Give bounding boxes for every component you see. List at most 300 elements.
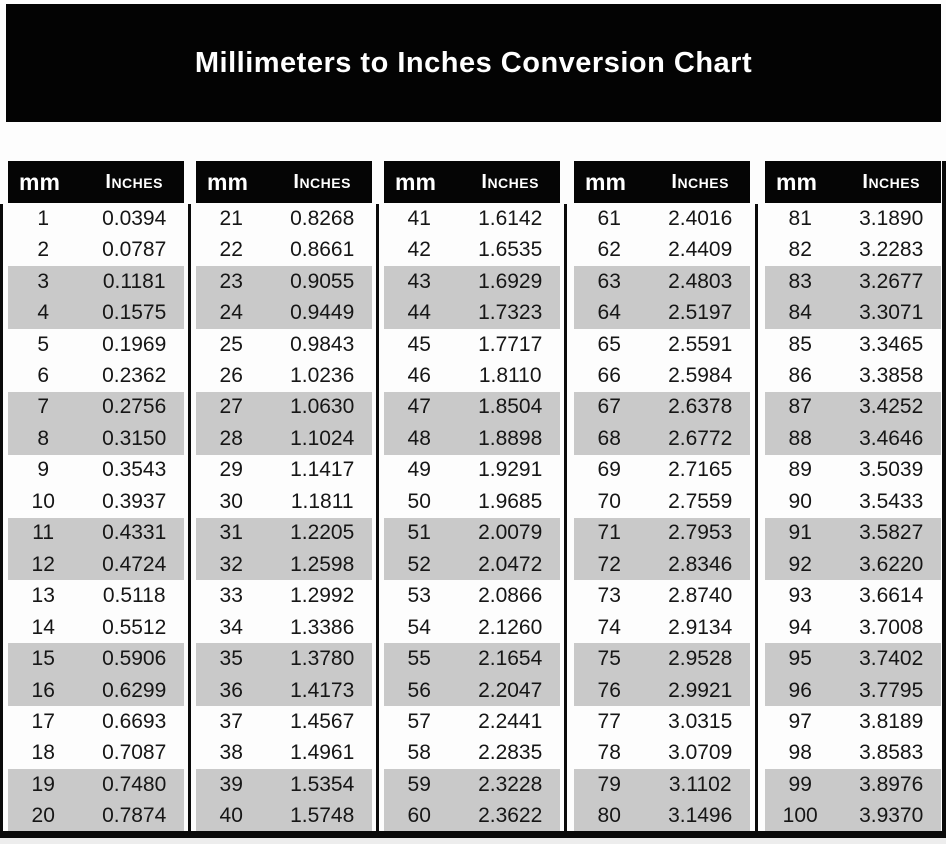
- inches-value: 3.6220: [859, 552, 924, 576]
- mm-column-header: mm: [776, 168, 817, 195]
- mm-value: 63: [597, 269, 621, 293]
- inches-value: 2.3228: [478, 772, 543, 796]
- inches-value: 0.9843: [290, 332, 355, 356]
- table-body: [765, 203, 941, 832]
- table-row: [384, 580, 560, 611]
- mm-value: 42: [407, 238, 431, 262]
- inches-value: 3.1496: [668, 804, 733, 828]
- table-row: [196, 612, 372, 643]
- table-row: [384, 234, 560, 265]
- mm-value: 55: [407, 647, 431, 671]
- table-row: [196, 423, 372, 454]
- table-row: [196, 297, 372, 328]
- table-row: [384, 675, 560, 706]
- table-row: [8, 392, 184, 423]
- table-row: [574, 455, 750, 486]
- mm-value: 86: [788, 363, 812, 387]
- inches-value: 3.2677: [859, 269, 924, 293]
- table-row: [8, 612, 184, 643]
- table-row: [765, 203, 941, 234]
- table-row: [574, 706, 750, 737]
- table-row: [196, 392, 372, 423]
- table-row: [384, 203, 560, 234]
- table-row: [574, 360, 750, 391]
- inches-value: 3.1102: [668, 772, 732, 796]
- inches-value: 3.8976: [859, 772, 924, 796]
- inches-value: 2.4803: [668, 269, 733, 293]
- inches-value: 2.0472: [478, 552, 543, 576]
- table-row: [8, 423, 184, 454]
- mm-value: 36: [219, 678, 243, 702]
- inches-value: 0.8661: [290, 238, 355, 262]
- inches-value: 0.6693: [102, 709, 167, 733]
- table-row: [196, 486, 372, 517]
- mm-value: 11: [32, 521, 55, 545]
- inches-value: 0.2756: [102, 395, 167, 419]
- mm-value: 73: [597, 584, 621, 608]
- inches-value: 1.2205: [290, 521, 355, 545]
- inches-value: 3.2283: [859, 238, 924, 262]
- mm-value: 64: [597, 301, 621, 325]
- inches-value: 0.5118: [102, 584, 166, 608]
- inches-value: 0.1969: [102, 332, 167, 356]
- mm-value: 70: [597, 489, 621, 513]
- mm-value: 39: [219, 772, 243, 796]
- table-row: [196, 801, 372, 832]
- table-row: [574, 580, 750, 611]
- inches-value: 0.0787: [102, 238, 167, 262]
- inches-value: 2.3622: [478, 804, 543, 828]
- bottom-margin: [0, 838, 946, 844]
- table-row: [574, 486, 750, 517]
- mm-value: 51: [407, 521, 431, 545]
- mm-value: 75: [597, 647, 621, 671]
- mm-value: 24: [219, 301, 243, 325]
- mm-value: 41: [407, 206, 431, 230]
- table-row: [384, 801, 560, 832]
- mm-value: 26: [219, 363, 243, 387]
- inches-value: 1.4567: [290, 709, 355, 733]
- table-separator-4: [755, 204, 758, 831]
- inches-value: 3.0709: [668, 741, 733, 765]
- table-border-left: [0, 204, 3, 831]
- inches-value: 1.0630: [290, 395, 355, 419]
- mm-value: 53: [407, 584, 431, 608]
- inches-value: 2.8740: [668, 584, 733, 608]
- table-row: [196, 706, 372, 737]
- table-row: [574, 266, 750, 297]
- table-row: [574, 423, 750, 454]
- inches-value: 1.8110: [478, 363, 542, 387]
- mm-value: 33: [219, 584, 243, 608]
- table-row: [765, 612, 941, 643]
- conversion-table-2: [196, 161, 372, 832]
- inches-value: 0.5906: [102, 647, 167, 671]
- mm-value: 14: [31, 615, 55, 639]
- mm-value: 76: [597, 678, 621, 702]
- inches-value: 1.7323: [478, 301, 543, 325]
- inches-value: 3.9370: [859, 804, 924, 828]
- mm-value: 88: [788, 426, 812, 450]
- table-row: [8, 455, 184, 486]
- mm-value: 13: [31, 584, 55, 608]
- mm-value: 47: [407, 395, 431, 419]
- table-row: [8, 486, 184, 517]
- mm-value: 96: [788, 678, 812, 702]
- table-row: [765, 486, 941, 517]
- inches-value: 1.1811: [290, 489, 354, 513]
- inches-value: 1.2992: [290, 584, 355, 608]
- inches-value: 2.4409: [668, 238, 733, 262]
- inches-value: 2.7559: [668, 489, 733, 513]
- mm-value: 8: [37, 426, 50, 450]
- inches-value: 1.8898: [478, 426, 543, 450]
- inches-column-header: Inches: [105, 170, 163, 193]
- table-row: [574, 297, 750, 328]
- mm-value: 5: [37, 332, 50, 356]
- table-row: [196, 455, 372, 486]
- table-row: [8, 518, 184, 549]
- inches-value: 1.6142: [478, 206, 543, 230]
- inches-value: 3.8583: [859, 741, 924, 765]
- table-row: [574, 549, 750, 580]
- mm-value: 18: [31, 741, 55, 765]
- table-row: [196, 360, 372, 391]
- inches-value: 1.9291: [478, 458, 543, 482]
- table-row: [765, 266, 941, 297]
- mm-value: 72: [597, 552, 621, 576]
- inches-value: 0.3937: [102, 489, 167, 513]
- inches-value: 3.8189: [859, 709, 924, 733]
- mm-value: 27: [219, 395, 243, 419]
- conversion-table-4: [574, 161, 750, 832]
- page-title: Millimeters to Inches Conversion Chart: [194, 46, 753, 79]
- table-row: [384, 518, 560, 549]
- inches-value: 3.7402: [859, 647, 924, 671]
- mm-value: 46: [407, 363, 431, 387]
- inches-value: 1.5354: [290, 772, 355, 796]
- inches-value: 0.5512: [102, 615, 167, 639]
- table-row: [574, 203, 750, 234]
- inches-value: 0.1181: [102, 269, 166, 293]
- mm-value: 19: [31, 772, 55, 796]
- table-separator-1: [188, 204, 191, 831]
- mm-value: 54: [407, 615, 431, 639]
- inches-column-header: Inches: [671, 170, 729, 193]
- mm-value: 71: [597, 521, 621, 545]
- inches-value: 3.4646: [859, 426, 924, 450]
- table-row: [8, 675, 184, 706]
- mm-value: 84: [788, 301, 812, 325]
- inches-value: 1.6535: [478, 238, 543, 262]
- table-row: [384, 769, 560, 800]
- table-header: [196, 161, 372, 203]
- table-header: [384, 161, 560, 203]
- table-border-right: [942, 161, 946, 831]
- table-header: [765, 161, 941, 203]
- table-row: [765, 549, 941, 580]
- inches-value: 1.6929: [478, 269, 543, 293]
- mm-value: 38: [219, 741, 243, 765]
- table-separator-3: [564, 204, 567, 831]
- inches-value: 0.7874: [102, 804, 167, 828]
- mm-value: 30: [219, 489, 243, 513]
- inches-value: 2.9921: [668, 678, 733, 702]
- title-banner: [6, 4, 941, 122]
- table-row: [196, 266, 372, 297]
- inches-value: 2.7165: [668, 458, 733, 482]
- conversion-table-3: [384, 161, 560, 832]
- table-body: [8, 203, 184, 832]
- mm-value: 16: [31, 678, 55, 702]
- mm-value: 56: [407, 678, 431, 702]
- mm-value: 67: [597, 395, 621, 419]
- inches-value: 3.5433: [859, 489, 924, 513]
- table-row: [384, 486, 560, 517]
- inches-value: 2.2047: [478, 678, 543, 702]
- table-row: [196, 549, 372, 580]
- mm-value: 79: [597, 772, 621, 796]
- inches-value: 3.3071: [859, 301, 924, 325]
- bottom-rule: [0, 831, 946, 838]
- mm-value: 59: [407, 772, 431, 796]
- mm-value: 37: [219, 709, 243, 733]
- table-row: [765, 455, 941, 486]
- mm-value: 77: [597, 709, 621, 733]
- table-row: [765, 769, 941, 800]
- inches-value: 0.4331: [102, 521, 167, 545]
- mm-column-header: mm: [207, 168, 248, 195]
- table-row: [384, 455, 560, 486]
- table-row: [765, 580, 941, 611]
- table-row: [8, 203, 184, 234]
- table-row: [8, 801, 184, 832]
- mm-column-header: mm: [395, 168, 436, 195]
- inches-value: 2.9134: [668, 615, 733, 639]
- table-row: [384, 643, 560, 674]
- inches-value: 3.5827: [859, 521, 924, 545]
- mm-value: 78: [597, 741, 621, 765]
- inches-value: 1.1417: [290, 458, 355, 482]
- inches-value: 3.5039: [859, 458, 924, 482]
- inches-value: 0.9055: [290, 269, 355, 293]
- mm-value: 52: [407, 552, 431, 576]
- inches-value: 0.6299: [102, 678, 167, 702]
- inches-value: 2.7953: [668, 521, 733, 545]
- table-separator-2: [376, 204, 379, 831]
- mm-value: 2: [37, 238, 50, 262]
- table-row: [196, 738, 372, 769]
- inches-value: 1.1024: [290, 426, 355, 450]
- inches-value: 2.9528: [668, 647, 733, 671]
- mm-value: 40: [219, 804, 243, 828]
- table-row: [765, 518, 941, 549]
- mm-value: 74: [597, 615, 621, 639]
- mm-value: 7: [37, 395, 50, 419]
- inches-column-header: Inches: [481, 170, 539, 193]
- mm-value: 100: [782, 804, 818, 828]
- inches-value: 2.2835: [478, 741, 543, 765]
- inches-value: 0.2362: [102, 363, 167, 387]
- mm-value: 61: [597, 206, 621, 230]
- conversion-table-5: [765, 161, 941, 832]
- inches-value: 2.4016: [668, 206, 733, 230]
- table-row: [765, 706, 941, 737]
- table-row: [196, 675, 372, 706]
- inches-value: 1.7717: [478, 332, 543, 356]
- mm-value: 81: [788, 206, 812, 230]
- inches-value: 1.8504: [478, 395, 543, 419]
- table-row: [574, 518, 750, 549]
- mm-value: 60: [407, 804, 431, 828]
- mm-value: 85: [788, 332, 812, 356]
- table-row: [196, 234, 372, 265]
- mm-value: 49: [407, 458, 431, 482]
- inches-value: 0.9449: [290, 301, 355, 325]
- mm-value: 35: [219, 647, 243, 671]
- inches-value: 3.3858: [859, 363, 924, 387]
- inches-value: 2.8346: [668, 552, 733, 576]
- inches-value: 1.2598: [290, 552, 355, 576]
- inches-value: 2.5984: [668, 363, 733, 387]
- mm-value: 58: [407, 741, 431, 765]
- mm-column-header: mm: [19, 168, 60, 195]
- table-body: [196, 203, 372, 832]
- table-row: [574, 801, 750, 832]
- mm-value: 31: [219, 521, 243, 545]
- table-row: [8, 234, 184, 265]
- inches-value: 2.5197: [668, 301, 733, 325]
- table-body: [384, 203, 560, 832]
- table-row: [384, 297, 560, 328]
- inches-value: 3.7008: [859, 615, 924, 639]
- table-row: [196, 203, 372, 234]
- mm-value: 92: [788, 552, 812, 576]
- mm-value: 95: [788, 647, 812, 671]
- inches-value: 2.6378: [668, 395, 733, 419]
- mm-value: 34: [219, 615, 243, 639]
- mm-value: 94: [788, 615, 812, 639]
- inches-value: 1.4173: [290, 678, 355, 702]
- inches-value: 3.1890: [859, 206, 924, 230]
- table-row: [574, 392, 750, 423]
- mm-value: 48: [407, 426, 431, 450]
- mm-value: 43: [407, 269, 431, 293]
- mm-value: 21: [219, 206, 243, 230]
- table-row: [574, 769, 750, 800]
- inches-column-header: Inches: [293, 170, 351, 193]
- mm-value: 68: [597, 426, 621, 450]
- mm-value: 65: [597, 332, 621, 356]
- mm-value: 20: [31, 804, 55, 828]
- mm-value: 10: [31, 489, 55, 513]
- table-row: [8, 643, 184, 674]
- mm-value: 91: [788, 521, 812, 545]
- mm-value: 90: [788, 489, 812, 513]
- mm-value: 82: [788, 238, 812, 262]
- table-row: [8, 266, 184, 297]
- inches-value: 3.0315: [668, 709, 733, 733]
- inches-value: 0.3543: [102, 458, 167, 482]
- mm-value: 12: [31, 552, 55, 576]
- mm-value: 69: [597, 458, 621, 482]
- inches-value: 1.9685: [478, 489, 543, 513]
- table-row: [765, 738, 941, 769]
- mm-value: 32: [219, 552, 243, 576]
- mm-value: 45: [407, 332, 431, 356]
- table-row: [8, 738, 184, 769]
- inches-value: 1.4961: [290, 741, 355, 765]
- table-row: [196, 518, 372, 549]
- mm-value: 4: [37, 301, 50, 325]
- mm-value: 22: [219, 238, 243, 262]
- table-body: [574, 203, 750, 832]
- table-row: [765, 392, 941, 423]
- table-row: [196, 580, 372, 611]
- table-row: [574, 675, 750, 706]
- inches-value: 2.6772: [668, 426, 733, 450]
- table-row: [574, 612, 750, 643]
- table-row: [384, 549, 560, 580]
- mm-value: 50: [407, 489, 431, 513]
- table-row: [8, 360, 184, 391]
- inches-column-header: Inches: [862, 170, 920, 193]
- inches-value: 3.7795: [859, 678, 924, 702]
- inches-value: 0.1575: [102, 301, 167, 325]
- mm-value: 15: [31, 647, 55, 671]
- table-row: [384, 392, 560, 423]
- inches-value: 1.3780: [290, 647, 355, 671]
- conversion-table-1: [8, 161, 184, 832]
- table-row: [765, 234, 941, 265]
- mm-value: 44: [407, 301, 431, 325]
- inches-value: 1.5748: [290, 804, 355, 828]
- inches-value: 0.8268: [290, 206, 355, 230]
- mm-value: 87: [788, 395, 812, 419]
- table-row: [574, 643, 750, 674]
- mm-value: 57: [407, 709, 431, 733]
- table-row: [8, 769, 184, 800]
- inches-value: 2.0079: [478, 521, 543, 545]
- table-row: [765, 297, 941, 328]
- table-row: [8, 329, 184, 360]
- table-header: [574, 161, 750, 203]
- mm-value: 3: [37, 269, 50, 293]
- table-row: [8, 706, 184, 737]
- inches-value: 2.2441: [478, 709, 543, 733]
- mm-value: 80: [597, 804, 621, 828]
- table-header: [8, 161, 184, 203]
- mm-value: 66: [597, 363, 621, 387]
- mm-value: 93: [788, 584, 812, 608]
- table-row: [384, 423, 560, 454]
- table-row: [765, 675, 941, 706]
- table-row: [384, 706, 560, 737]
- mm-value: 17: [31, 709, 55, 733]
- inches-value: 1.3386: [290, 615, 355, 639]
- table-row: [384, 360, 560, 391]
- mm-value: 6: [37, 363, 50, 387]
- mm-value: 89: [788, 458, 812, 482]
- table-row: [384, 738, 560, 769]
- table-row: [384, 329, 560, 360]
- table-row: [574, 738, 750, 769]
- inches-value: 0.7480: [102, 772, 167, 796]
- table-row: [765, 801, 941, 832]
- table-row: [765, 423, 941, 454]
- inches-value: 2.1260: [478, 615, 543, 639]
- inches-value: 3.3465: [859, 332, 924, 356]
